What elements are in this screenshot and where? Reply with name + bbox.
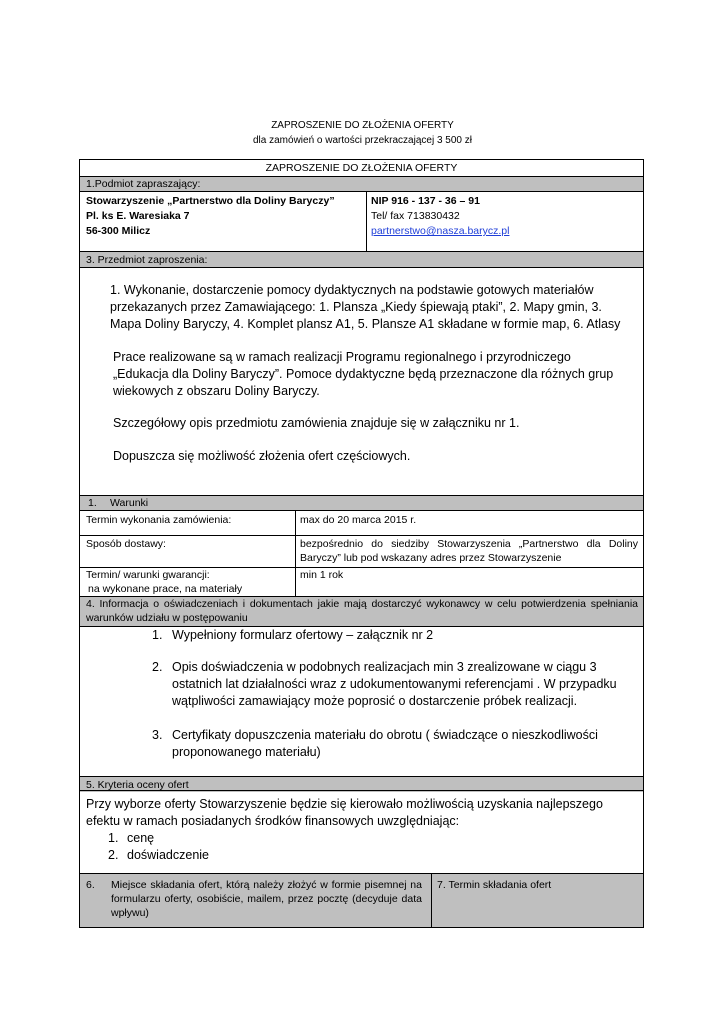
section3-label: 3. Przedmiot zaproszenia:	[86, 254, 208, 266]
criteria-2-num: 2.	[108, 848, 119, 862]
warranty-key-line1: Termin/ warunki gwarancji:	[86, 569, 210, 581]
criteria-1: cenę	[127, 831, 155, 845]
conditions-value-deadline: max do 20 marca 2015 r.	[300, 514, 417, 526]
org-city: 56-300 Milicz	[86, 225, 151, 237]
org-phone: Tel/ fax 713830432	[371, 210, 460, 222]
criteria-intro: Przy wyborze oferty Stowarzyszenie będzie się kierowało możliwością uzyskania najlepszego efektu w ramach posiadanych środków finansowych uwzględniając:	[86, 797, 603, 828]
criteria-1-num: 1.	[108, 831, 119, 845]
conditions-key-delivery: Sposób dostawy:	[86, 538, 166, 550]
section7-label: 7. Termin składania ofert	[437, 879, 552, 891]
org-name: Stowarzyszenie „Partnerstwo dla Doliny Baryczy”	[86, 195, 335, 207]
org-email-link[interactable]: partnerstwo@nasza.barycz.pl	[371, 225, 510, 237]
conditions-key-warranty	[86, 568, 242, 596]
submission-row	[79, 873, 644, 928]
org-nip: NIP 916 - 137 - 36 – 91	[371, 195, 480, 207]
section6-num: 6.	[86, 879, 95, 891]
order-subject: 1. Wykonanie, dostarczenie pomocy dydaktycznych na podstawie gotowych materiałów przekazanych przez Zamawiającego: 1. Plansza „Kiedy śpiewają ptaki”, 2. Mapy gmin, 3. Mapa Doliny Baryczy, 4. Komplet plansz A1, 5. Plansze A1 składane w formie map, 6. Atlasy	[110, 283, 621, 331]
conditions-num: 1.	[88, 497, 97, 509]
attachment-note: Szczegółowy opis przedmiotu zamówienia znajduje się w załączniku nr 1.	[113, 416, 520, 430]
table-title: ZAPROSZENIE DO ZŁOŻENIA OFERTY	[265, 162, 458, 174]
contractor-contact	[371, 194, 509, 238]
section6-text: Miejsce składania ofert, którą należy złożyć w formie pisemnej na formularzu oferty, osobiście, mailem, przez pocztę (decyduje data wpływu)	[111, 879, 422, 919]
org-street: Pl. ks E. Waresiaka 7	[86, 210, 190, 222]
doc-item-3: Certyfikaty dopuszczenia materiału do obrotu ( świadczące o nieszkodliwości proponowanego materiału)	[172, 728, 598, 759]
conditions-value-delivery: bezpośrednio do siedziby Stowarzyszenia „Partnerstwo dla Doliny Baryczy” lub pod wskazany adres przez Stowarzyszenie	[300, 538, 638, 564]
offer-table	[79, 159, 644, 791]
section5-label: 5. Kryteria oceny ofert	[86, 779, 189, 791]
criteria-box	[79, 790, 644, 874]
criteria-2: doświadczenie	[127, 848, 209, 862]
doc-item-3-num: 3.	[152, 728, 163, 742]
doc-item-2-num: 2.	[152, 660, 163, 674]
partial-offers-note: Dopuszcza się możliwość złożenia ofert częściowych.	[113, 449, 411, 463]
doc-item-1: Wypełniony formularz ofertowy – załącznik nr 2	[172, 628, 434, 642]
warranty-key-line2: na wykonane prace, na materiały	[88, 583, 243, 595]
conditions-value-warranty: min 1 rok	[300, 569, 344, 581]
doc-item-1-num: 1.	[152, 628, 163, 642]
conditions-label: Warunki	[110, 497, 149, 509]
conditions-key-deadline: Termin wykonania zamówienia:	[86, 514, 232, 526]
section1-label: 1.Podmiot zapraszający:	[86, 178, 201, 190]
contractor-address	[86, 194, 366, 238]
page-subtitle: dla zamówień o wartości przekraczającej 3 500 zł	[253, 135, 472, 146]
page-title: ZAPROSZENIE DO ZŁOŻENIA OFERTY	[271, 120, 454, 131]
doc-item-2: Opis doświadczenia w podobnych realizacjach min 3 zrealizowane w ciągu 3 ostatnich lat działalności wraz z udokumentowanymi referencjami . W przypadku wątpliwości zamawiający może poprosić o dostarczenie próbek realizacji.	[172, 660, 617, 708]
order-description: Prace realizowane są w ramach realizacji Programu regionalnego i przyrodniczego „Edukacja dla Doliny Baryczy”. Pomoce dydaktyczne będą przeznaczone dla różnych grup wiekowych z obszaru Doliny Baryczy.	[113, 350, 614, 398]
section4-label: 4. Informacja o oświadczeniach i dokumentach jakie mają dostarczyć wykonawcy w celu potwierdzenia spełniania warunków udziału w postępowaniu	[86, 598, 638, 624]
